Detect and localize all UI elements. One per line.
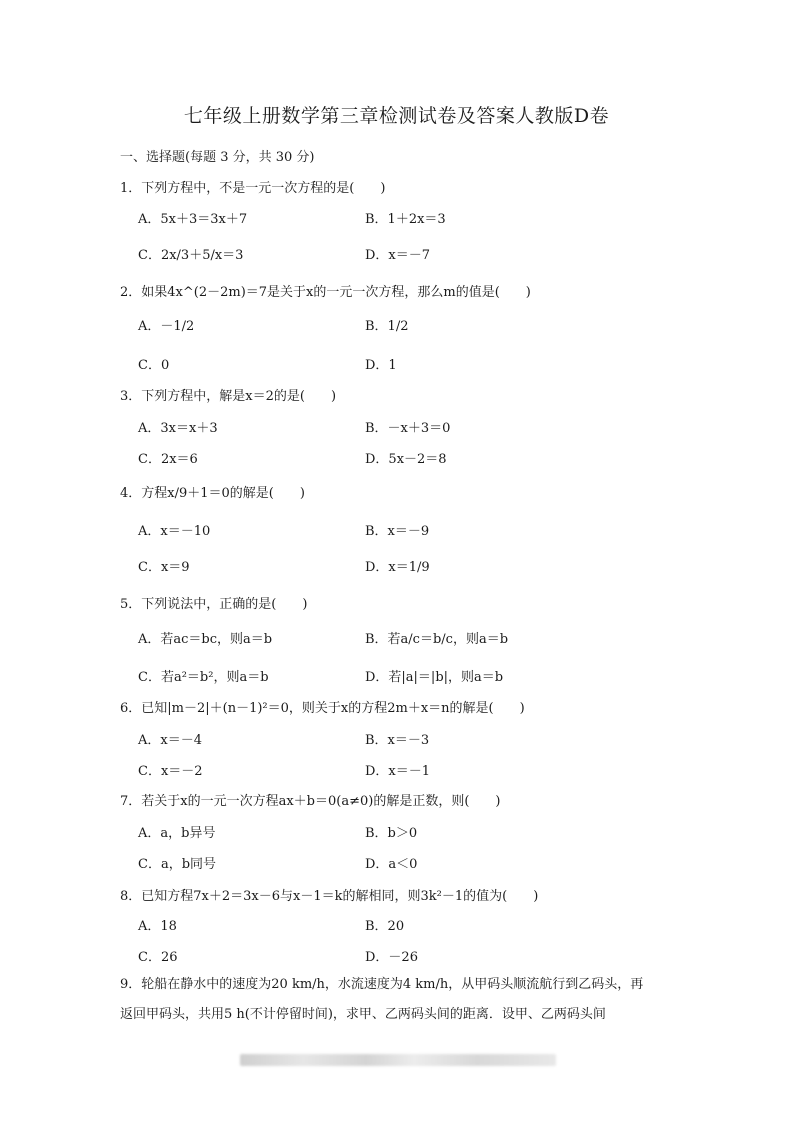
question-4-option-A: A．x＝－10 bbox=[138, 524, 211, 539]
question-9-line-2: 返回甲码头，共用5 h(不计停留时间)，求甲、乙两码头间的距离．设甲、乙两码头间 bbox=[120, 1007, 606, 1022]
question-9 bbox=[120, 970, 680, 1030]
question-8-option-C: C．26 bbox=[138, 950, 178, 965]
question-5-option-B: B．若a/c＝b/c，则a＝b bbox=[365, 632, 509, 647]
question-9-line-1: 9．轮船在静水中的速度为20 km/h，水流速度为4 km/h，从甲码头顺流航行到乙码头，再 bbox=[120, 977, 644, 992]
document-title: 七年级上册数学第三章检测试卷及答案人教版D卷 bbox=[183, 105, 610, 127]
question-7-option-C: C．a，b同号 bbox=[138, 857, 217, 872]
question-6-option-C: C．x＝－2 bbox=[138, 764, 203, 779]
question-6-option-A: A．x＝－4 bbox=[138, 733, 202, 748]
section-heading: 一、选择题(每题 3 分，共 30 分) bbox=[120, 150, 315, 165]
question-1-option-A: A．5x＋3＝3x＋7 bbox=[138, 212, 248, 227]
question-1-stem: 1．下列方程中，不是一元一次方程的是( ) bbox=[120, 181, 386, 196]
question-3-stem: 3．下列方程中，解是x＝2的是( ) bbox=[120, 389, 337, 404]
question-3-option-A: A．3x＝x＋3 bbox=[138, 421, 218, 436]
question-5-option-C: C．若a²＝b²，则a＝b bbox=[138, 670, 269, 685]
question-3-option-D: D．5x－2＝8 bbox=[365, 452, 447, 467]
question-8-option-B: B．20 bbox=[365, 919, 405, 934]
question-4-option-B: B．x＝－9 bbox=[365, 524, 430, 539]
question-2-option-C: C．0 bbox=[138, 358, 170, 373]
question-4-option-D: D．x＝1/9 bbox=[365, 560, 430, 575]
question-2-stem: 2．如果4x^(2－2m)＝7是关于x的一元一次方程，那么m的值是( ) bbox=[120, 285, 531, 300]
question-4-option-C: C．x＝9 bbox=[138, 560, 190, 575]
question-6-option-D: D．x＝－1 bbox=[365, 764, 431, 779]
question-3-option-B: B．－x＋3＝0 bbox=[365, 421, 451, 436]
question-1-option-B: B．1＋2x＝3 bbox=[365, 212, 446, 227]
question-5-option-A: A．若ac＝bc，则a＝b bbox=[138, 632, 273, 647]
question-4-stem: 4．方程x/9＋1＝0的解是( ) bbox=[120, 486, 305, 501]
question-7-option-B: B．b＞0 bbox=[365, 826, 418, 841]
question-3-option-C: C．2x＝6 bbox=[138, 452, 198, 467]
question-5-stem: 5．下列说法中，正确的是( ) bbox=[120, 597, 308, 612]
question-8-stem: 8．已知方程7x＋2＝3x－6与x－1＝k的解相同，则3k²－1的值为( ) bbox=[120, 889, 539, 904]
question-8-option-A: A．18 bbox=[138, 919, 177, 934]
question-2-option-B: B．1/2 bbox=[365, 319, 409, 334]
blurred-footer bbox=[240, 1054, 556, 1066]
question-7-option-A: A．a，b异号 bbox=[138, 826, 216, 841]
question-5-option-D: D．若|a|＝|b|，则a＝b bbox=[365, 670, 504, 685]
question-1-option-D: D．x＝－7 bbox=[365, 248, 431, 263]
question-7-stem: 7．若关于x的一元一次方程ax＋b＝0(a≠0)的解是正数，则( ) bbox=[120, 794, 501, 809]
question-2-option-D: D．1 bbox=[365, 358, 397, 373]
question-2-option-A: A．－1/2 bbox=[138, 319, 195, 334]
question-6-option-B: B．x＝－3 bbox=[365, 733, 430, 748]
question-6-stem: 6．已知|m－2|＋(n－1)²＝0，则关于x的方程2m＋x＝n的解是( ) bbox=[120, 701, 525, 716]
question-8-option-D: D．－26 bbox=[365, 950, 418, 965]
question-1-option-C: C．2x/3＋5/x＝3 bbox=[138, 248, 244, 263]
question-7-option-D: D．a＜0 bbox=[365, 857, 418, 872]
